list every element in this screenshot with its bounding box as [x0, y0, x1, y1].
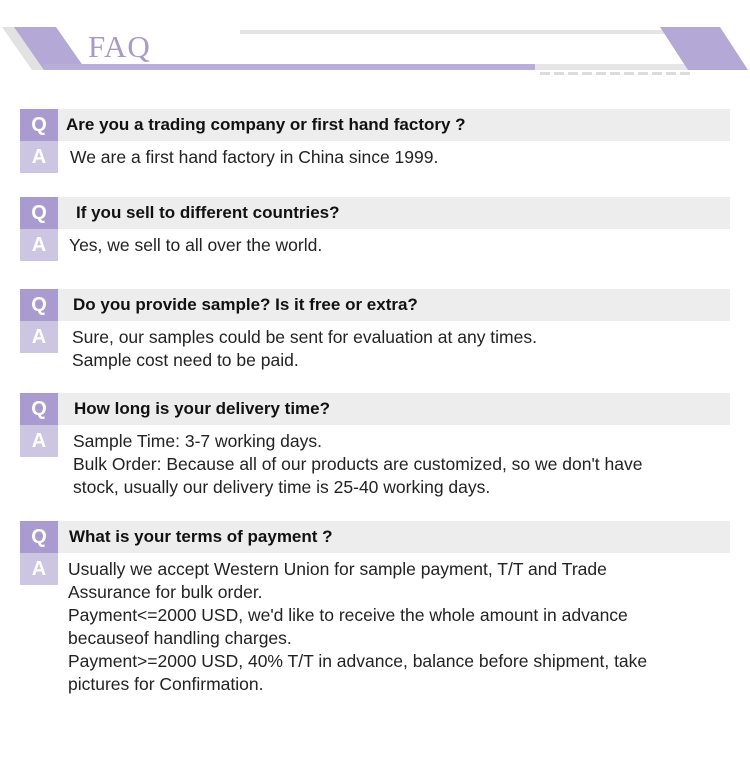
q-badge: Q — [20, 289, 58, 321]
answer-line: Usually we accept Western Union for sample payment, T/T and Trade — [68, 559, 607, 579]
answer-text — [58, 425, 730, 499]
answer-row — [20, 425, 730, 499]
a-badge: A — [20, 425, 58, 457]
q-badge: Q — [20, 109, 58, 141]
q-badge: Q — [20, 393, 58, 425]
question-text: How long is your delivery time? — [58, 393, 730, 425]
question-text: What is your terms of payment ? — [58, 521, 730, 553]
answer-text — [58, 321, 730, 372]
answer-row — [20, 229, 730, 261]
faq-header-banner — [0, 0, 750, 80]
answer-text — [58, 553, 730, 696]
question-text: Are you a trading company or first hand factory ? — [58, 109, 730, 141]
answer-line: Yes, we sell to all over the world. — [69, 235, 323, 255]
question-row — [20, 197, 730, 229]
question-row — [20, 109, 730, 141]
a-badge: A — [20, 141, 58, 173]
answer-line: Sample cost need to be paid. — [72, 350, 299, 370]
q-badge: Q — [20, 521, 58, 553]
answer-text — [58, 141, 730, 173]
question-row — [20, 289, 730, 321]
question-text: Do you provide sample? Is it free or extra? — [58, 289, 730, 321]
question-text: If you sell to different countries? — [58, 197, 730, 229]
answer-line: stock, usually our delivery time is 25-40 working days. — [73, 477, 491, 497]
answer-line: Payment>=2000 USD, 40% T/T in advance, balance before shipment, take — [68, 651, 648, 671]
question-row — [20, 521, 730, 553]
a-badge: A — [20, 553, 58, 585]
answer-line: Sample Time: 3-7 working days. — [73, 431, 322, 451]
a-badge: A — [20, 229, 58, 261]
question-row — [20, 393, 730, 425]
faq-item-3 — [20, 289, 730, 372]
answer-text — [58, 229, 730, 261]
page-title: FAQ — [88, 29, 151, 64]
answer-row — [20, 553, 730, 696]
answer-row — [20, 321, 730, 372]
q-badge: Q — [20, 197, 58, 229]
faq-item-5 — [20, 521, 730, 696]
answer-row — [20, 141, 730, 173]
faq-item-4 — [20, 393, 730, 499]
answer-line: Bulk Order: Because all of our products are customized, so we don't have — [73, 454, 643, 474]
a-badge: A — [20, 321, 58, 353]
answer-line: Payment<=2000 USD, we'd like to receive the whole amount in advance — [68, 605, 628, 625]
faq-item-1 — [20, 109, 730, 173]
answer-line: pictures for Confirmation. — [68, 674, 264, 694]
faq-item-2 — [20, 197, 730, 261]
answer-line: becauseof handling charges. — [68, 628, 292, 648]
answer-line: We are a first hand factory in China since 1999. — [70, 147, 439, 167]
answer-line: Sure, our samples could be sent for evaluation at any times. — [72, 327, 537, 347]
answer-line: Assurance for bulk order. — [68, 582, 263, 602]
